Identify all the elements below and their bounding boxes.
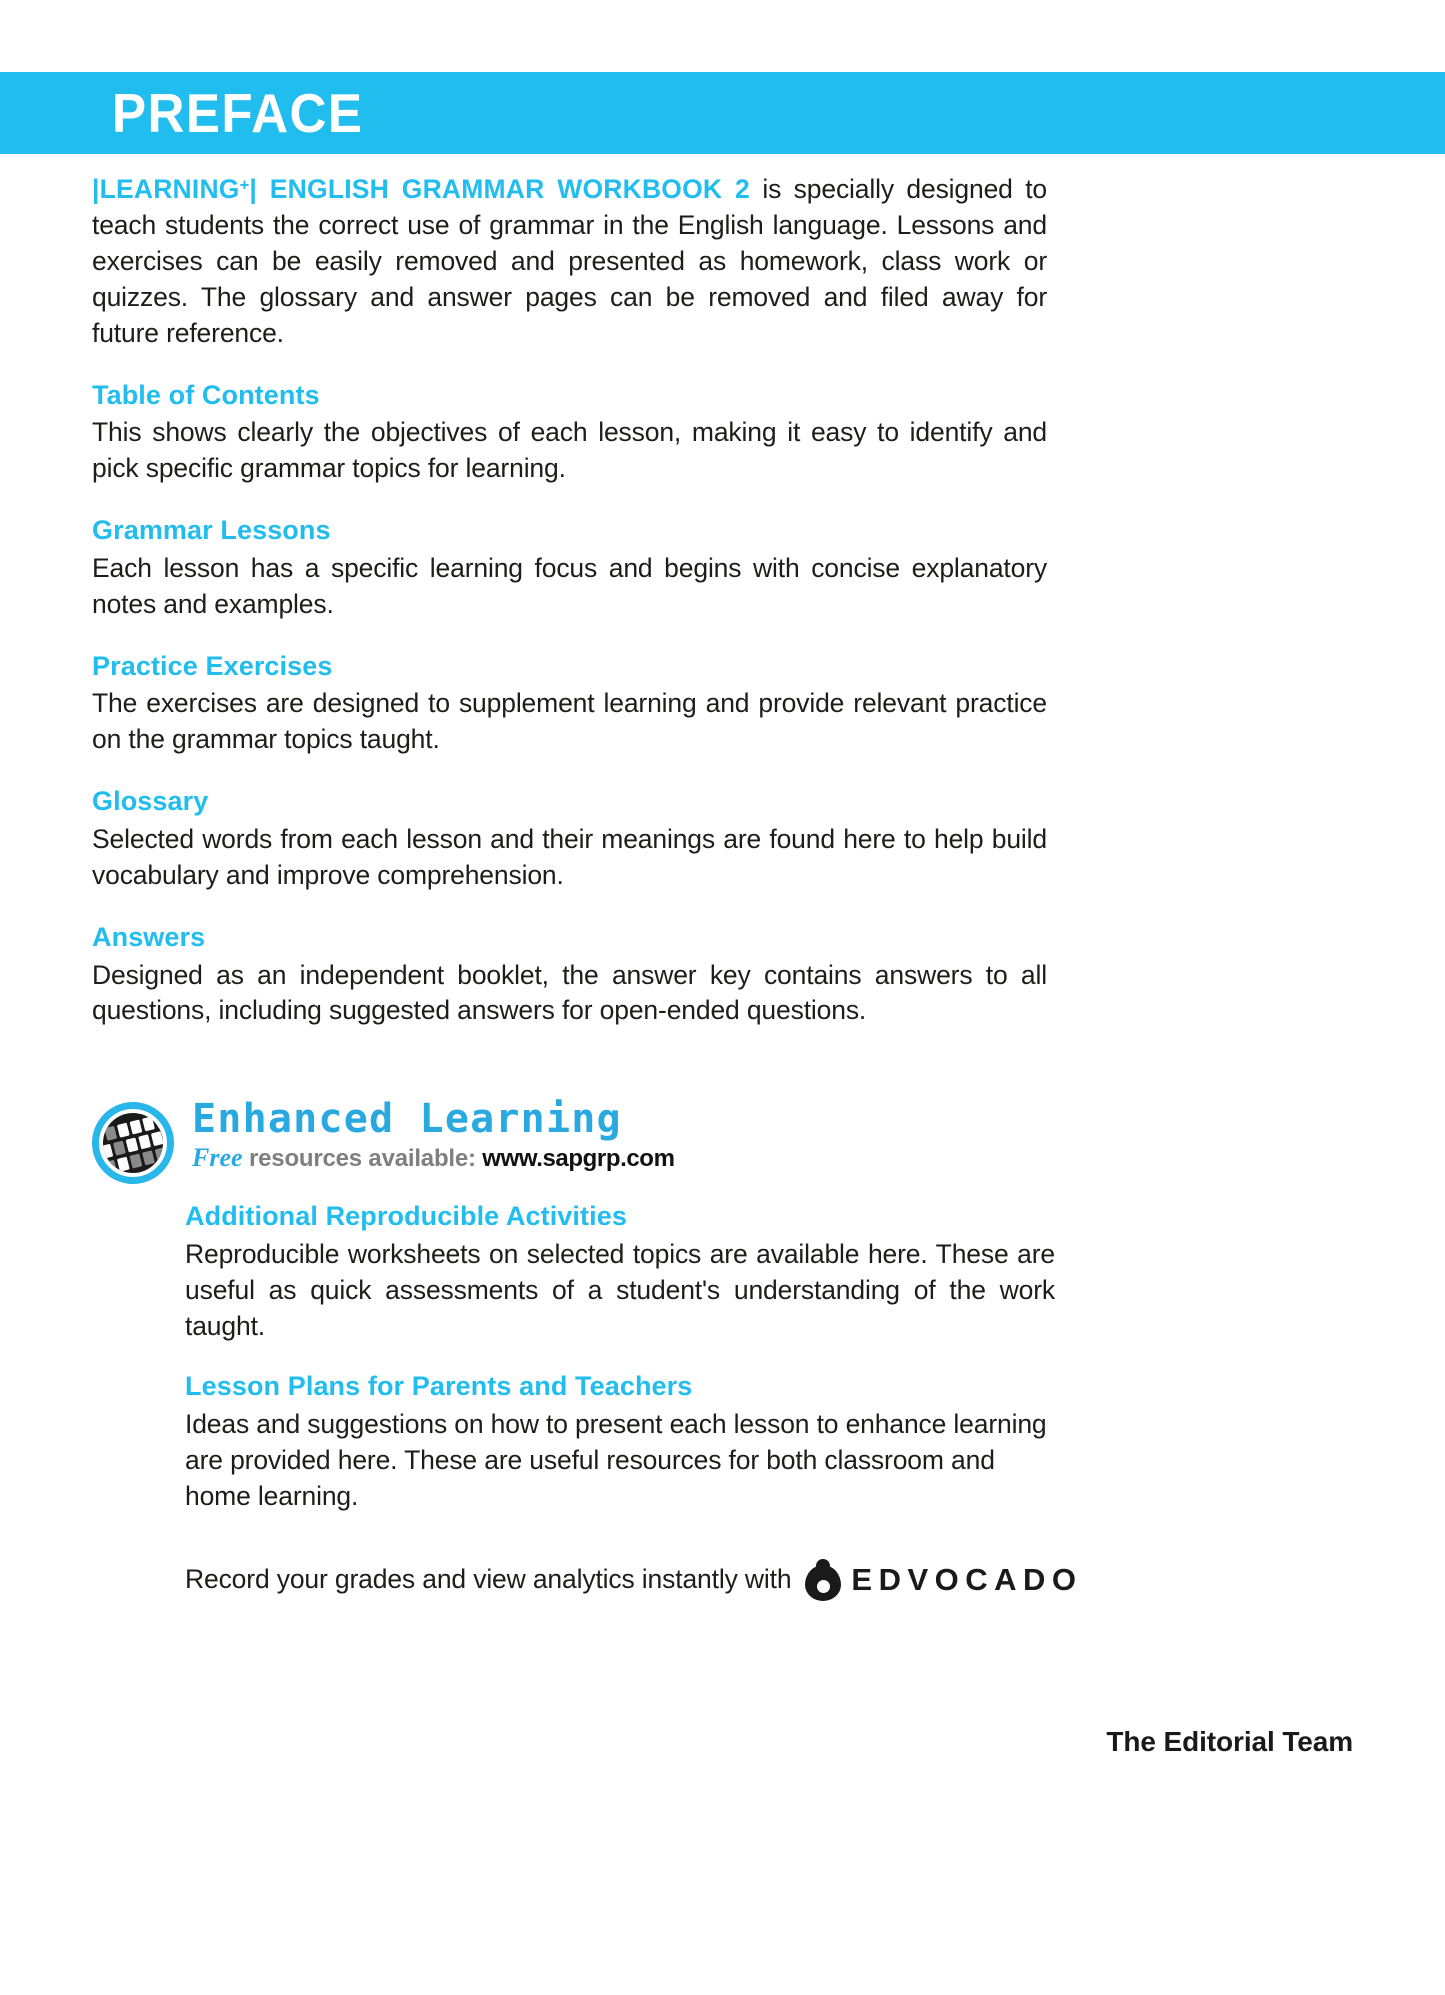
film-strip-badge-icon xyxy=(92,1102,174,1184)
enhanced-learning-lockup xyxy=(92,1098,1092,1190)
section-body: Selected words from each lesson and their meanings are found here to help build vocabulary and improve comprehension. xyxy=(92,823,1047,890)
enhanced-learning-subtitle xyxy=(192,1143,675,1173)
intro-paragraph xyxy=(92,172,1047,352)
section-grammar-lessons xyxy=(92,514,1047,623)
section-table-of-contents xyxy=(92,379,1047,488)
section-additional-reproducible-activities xyxy=(185,1200,1055,1344)
section-heading: Glossary xyxy=(92,786,209,817)
intro-rest: is specially designed to teach students the correct use of grammar in the English language. Lessons and exercises can be easily removed and presented as homework, class work or quizzes. The glossary and answer pages can be removed and filed away for future reference. xyxy=(92,174,1047,348)
workbook-title-prefix: |LEARNING xyxy=(92,174,240,204)
section-body: Each lesson has a specific learning focus and begins with concise explanatory notes and examples. xyxy=(92,552,1047,619)
section-body: The exercises are designed to supplement learning and provide relevant practice on the grammar topics taught. xyxy=(92,688,1047,755)
section-body: Ideas and suggestions on how to present each lesson to enhance learning are provided here. These are useful resources for both classroom and home learning. xyxy=(185,1409,1047,1512)
workbook-title xyxy=(92,174,750,204)
edvocado-wordmark: EDVOCADO xyxy=(851,1561,1083,1597)
section-answers xyxy=(92,921,1047,1030)
enhanced-learning-sections xyxy=(185,1200,1083,1601)
section-heading: Answers xyxy=(92,921,206,952)
section-lesson-plans xyxy=(185,1370,1055,1514)
free-label: Free xyxy=(192,1143,243,1172)
section-practice-exercises xyxy=(92,650,1047,759)
preface-body xyxy=(92,172,1047,1029)
sapgrp-url[interactable]: www.sapgrp.com xyxy=(482,1145,675,1172)
section-glossary xyxy=(92,785,1047,894)
enhanced-learning-title: Enhanced Learning xyxy=(192,1096,622,1142)
section-body: Reproducible worksheets on selected topics are available here. These are useful as quick assessments of a student's understanding of the work taught. xyxy=(185,1238,1055,1341)
enhanced-learning-logo-row xyxy=(92,1098,1092,1190)
intro-block xyxy=(92,172,1047,352)
workbook-title-superscript: + xyxy=(239,176,250,195)
section-heading: Grammar Lessons xyxy=(92,515,331,546)
section-body: This shows clearly the objectives of each lesson, making it easy to identify and pick specific grammar topics for learning. xyxy=(92,417,1047,484)
section-heading: Additional Reproducible Activities xyxy=(185,1201,627,1231)
workbook-title-suffix: | ENGLISH GRAMMAR WORKBOOK 2 xyxy=(249,174,750,204)
record-grades-text: Record your grades and view analytics instantly with xyxy=(185,1564,792,1595)
section-body: Designed as an independent booklet, the answer key contains answers to all questions, including suggested answers for open-ended questions. xyxy=(92,959,1047,1026)
record-grades-line xyxy=(185,1559,1083,1601)
enhanced-learning-text xyxy=(192,1098,675,1173)
avocado-logo-icon xyxy=(805,1559,841,1601)
section-heading: Lesson Plans for Parents and Teachers xyxy=(185,1371,693,1402)
badge-disc xyxy=(103,1113,163,1173)
preface-banner xyxy=(0,72,1445,154)
section-heading: Table of Contents xyxy=(92,379,320,410)
resources-label: resources available: xyxy=(242,1145,483,1172)
section-heading: Practice Exercises xyxy=(92,650,333,681)
page-title: PREFACE xyxy=(112,81,364,144)
editorial-signature: The Editorial Team xyxy=(1106,1726,1353,1757)
edvocado-brand xyxy=(805,1559,1082,1601)
